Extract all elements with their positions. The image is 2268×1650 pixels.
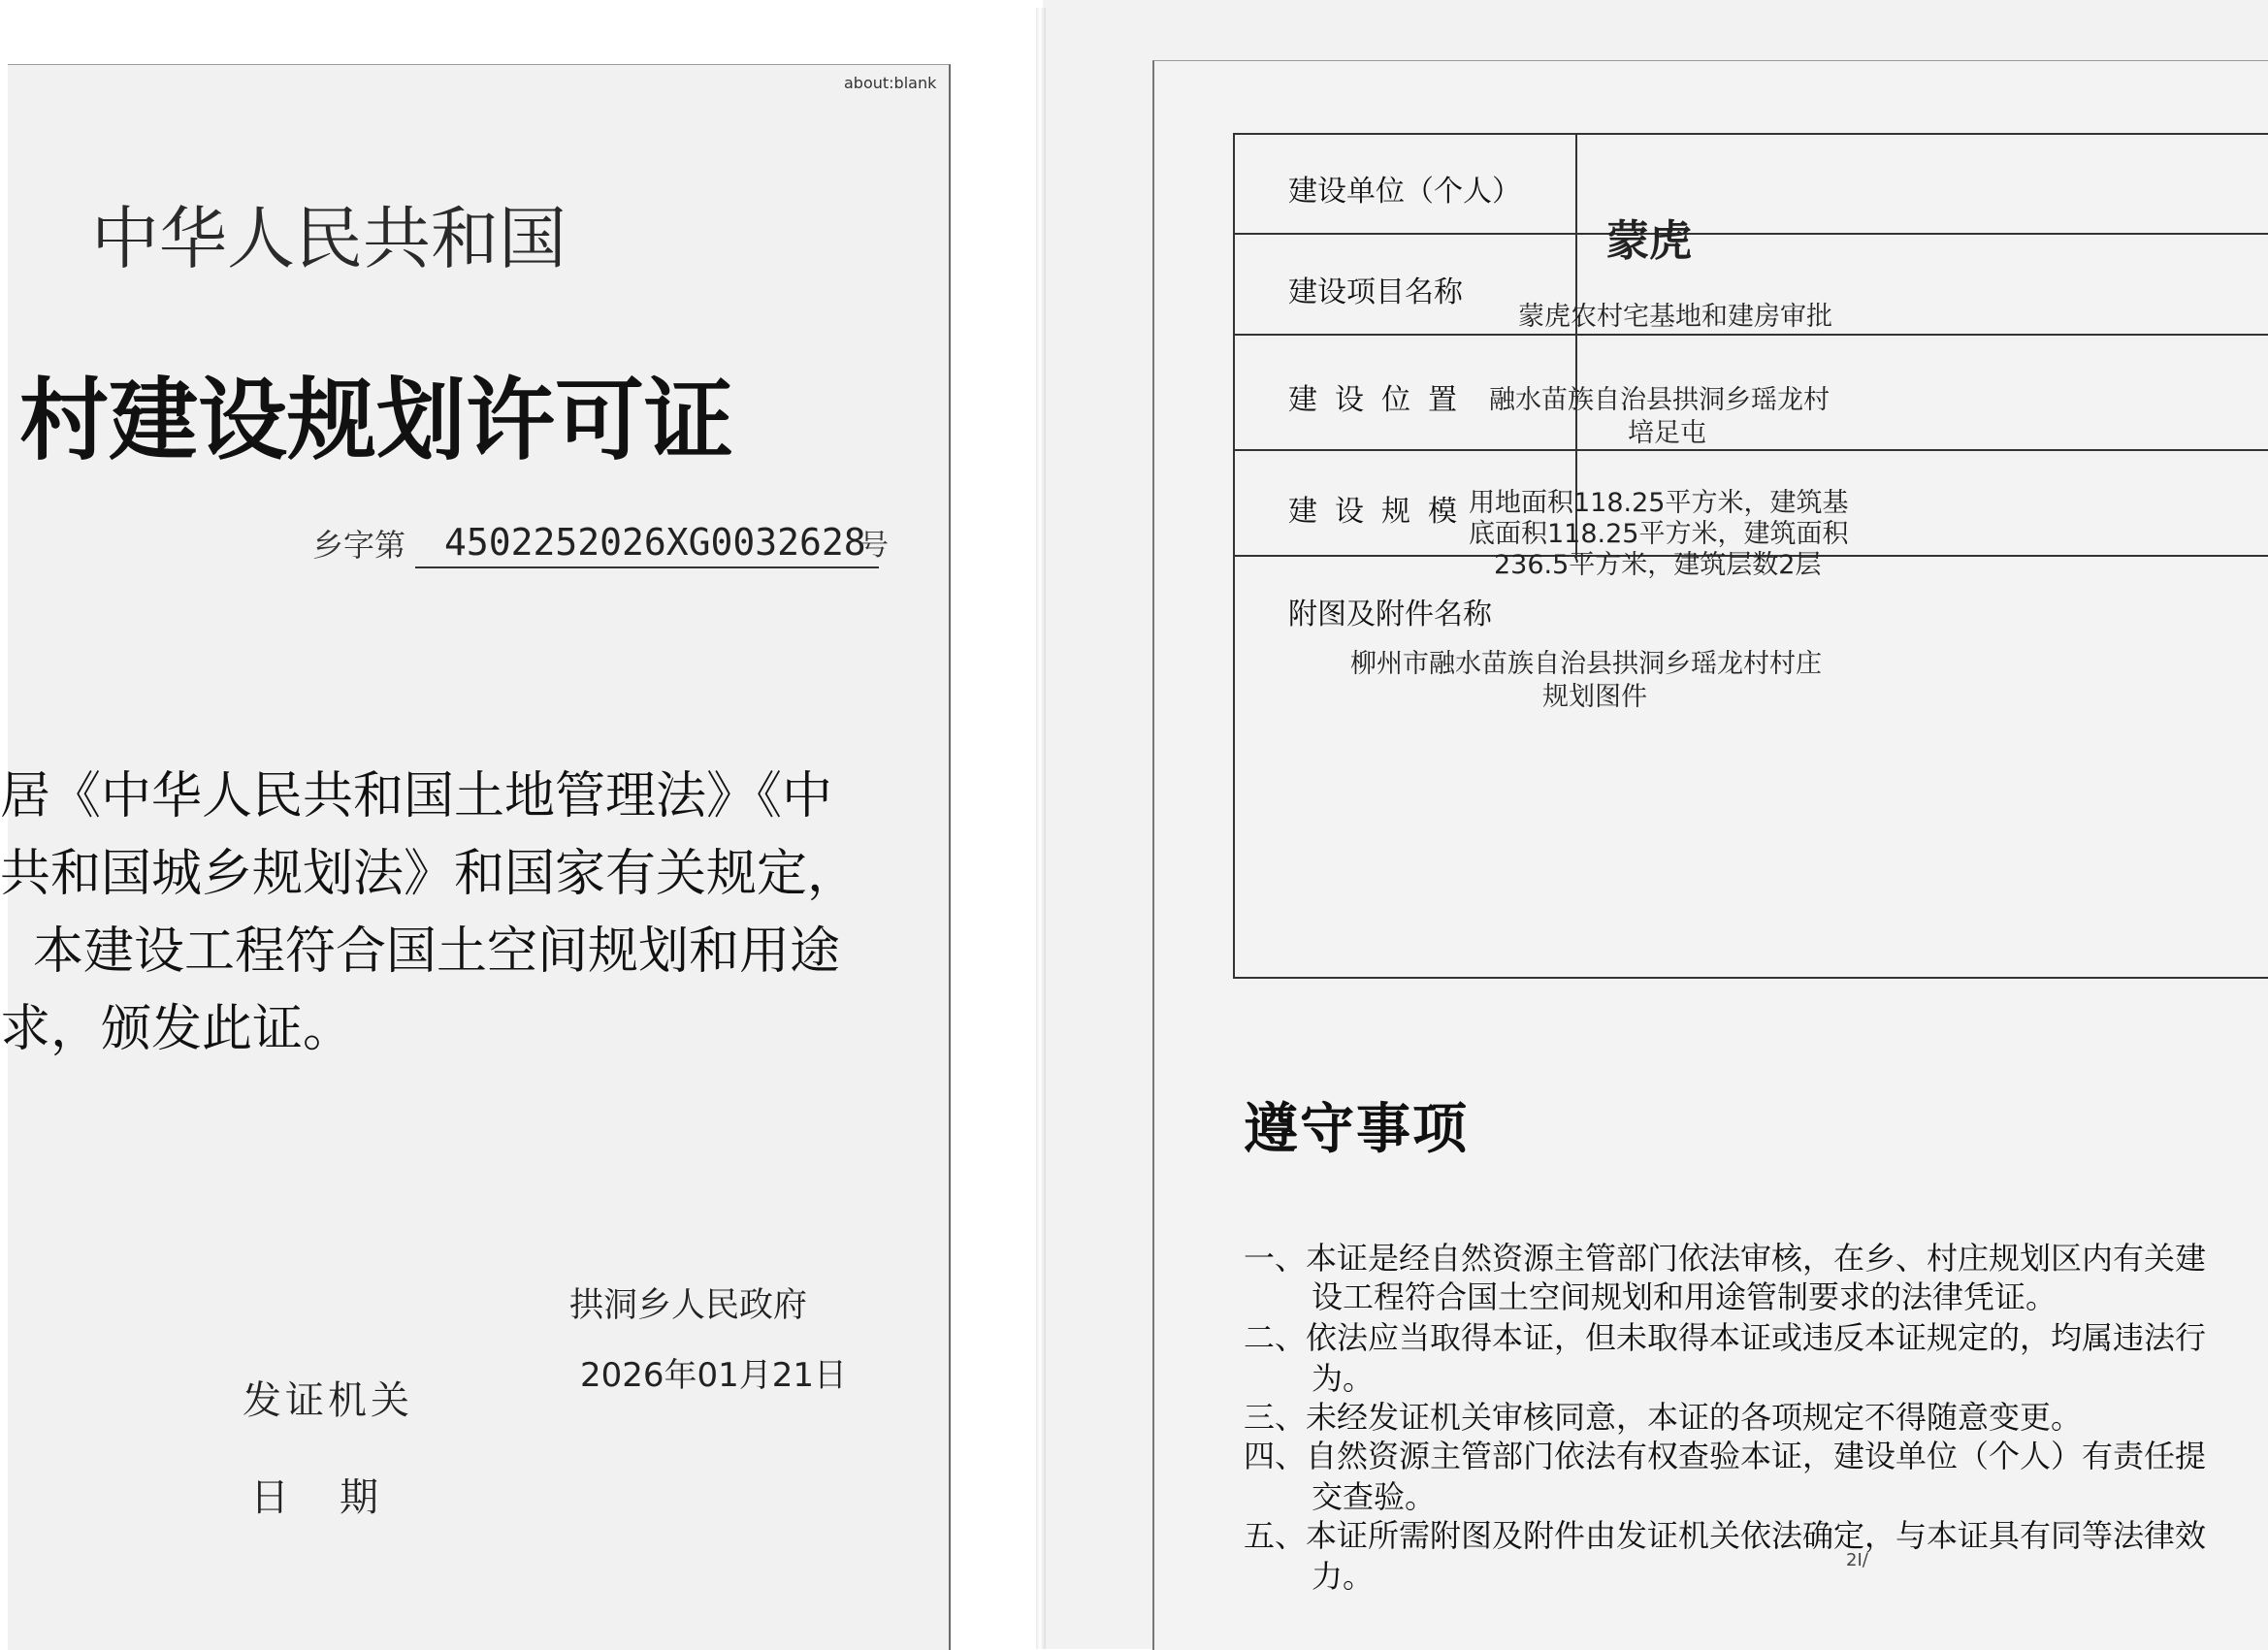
location-value-line1: 融水苗族自治县拱洞乡瑶龙村 — [1489, 385, 1830, 415]
body-line-2: 共和国城乡规划法》和国家有关规定， — [0, 845, 859, 903]
rule-line-4: 为。 — [1312, 1360, 1375, 1397]
about-blank-text: about:blank — [844, 74, 937, 92]
project-label: 建设项目名称 — [1288, 275, 1463, 309]
table-row-line — [1233, 334, 2268, 336]
body-line-3: 本建设工程符合国土空间规划和用途 — [33, 922, 841, 981]
scale-value-line1: 用地面积118.25平方米，建筑基 — [1469, 488, 1849, 518]
body-line-1: 居《中华人民共和国土地管理法》《中 — [0, 767, 833, 825]
attachments-label: 附图及附件名称 — [1288, 598, 1492, 631]
issuer-label: 发证机关 — [243, 1378, 413, 1423]
cert-number-suffix: 号 — [859, 529, 889, 563]
scale-label: 建设规模 — [1288, 495, 1474, 529]
scale-value-line2: 底面积118.25平方米，建筑面积 — [1469, 519, 1849, 549]
location-value-line2: 培足屯 — [1628, 418, 1706, 448]
issue-date: 2026年01月21日 — [580, 1356, 848, 1395]
attachments-value-line1: 柳州市融水苗族自治县拱洞乡瑶龙村村庄 — [1350, 649, 1822, 679]
rule-line-6: 四、自然资源主管部门依法有权查验本证，建设单位（个人）有责任提 — [1244, 1438, 2207, 1474]
table-row-line — [1233, 449, 2268, 451]
certificate-title: 村建设规划许可证 — [19, 369, 734, 472]
date-label: 日期 — [250, 1475, 429, 1520]
rule-line-1: 一、本证是经自然资源主管部门依法审核，在乡、村庄规划区内有关建 — [1244, 1240, 2207, 1277]
country-name: 中华人民共和国 — [91, 199, 567, 278]
location-label: 建设位置 — [1288, 383, 1474, 417]
cert-number-prefix: 乡字第 — [312, 527, 406, 564]
rule-line-3: 二、依法应当取得本证，但未取得本证或违反本证规定的，均属违法行 — [1244, 1319, 2207, 1356]
table-row-line — [1233, 233, 2268, 235]
body-line-4: 求，颁发此证。 — [0, 1000, 354, 1058]
issuer-name: 拱洞乡人民政府 — [569, 1286, 808, 1325]
booklet-fold — [1036, 8, 1046, 1649]
rule-line-7: 交查验。 — [1312, 1478, 1437, 1515]
rule-line-2: 设工程符合国土空间规划和用途管制要求的法律凭证。 — [1312, 1278, 2057, 1315]
cert-number-value: 4502252026XG0032628 — [444, 521, 866, 564]
unit-label: 建设单位（个人） — [1288, 175, 1521, 209]
rules-title: 遵守事项 — [1244, 1098, 1469, 1161]
page-mark: 2I/ — [1846, 1550, 1868, 1570]
project-value: 蒙虎农村宅基地和建房审批 — [1518, 302, 1832, 332]
rule-line-9: 力。 — [1312, 1558, 1375, 1595]
attachments-value-line2: 规划图件 — [1542, 682, 1647, 712]
unit-value: 蒙虎 — [1606, 216, 1692, 266]
rule-line-5: 三、未经发证机关审核同意，本证的各项规定不得随意变更。 — [1244, 1399, 2083, 1436]
scale-value-line3: 236.5平方米，建筑层数2层 — [1494, 550, 1822, 580]
rule-line-8: 五、本证所需附图及附件由发证机关依法确定，与本证具有同等法律效 — [1244, 1517, 2207, 1554]
